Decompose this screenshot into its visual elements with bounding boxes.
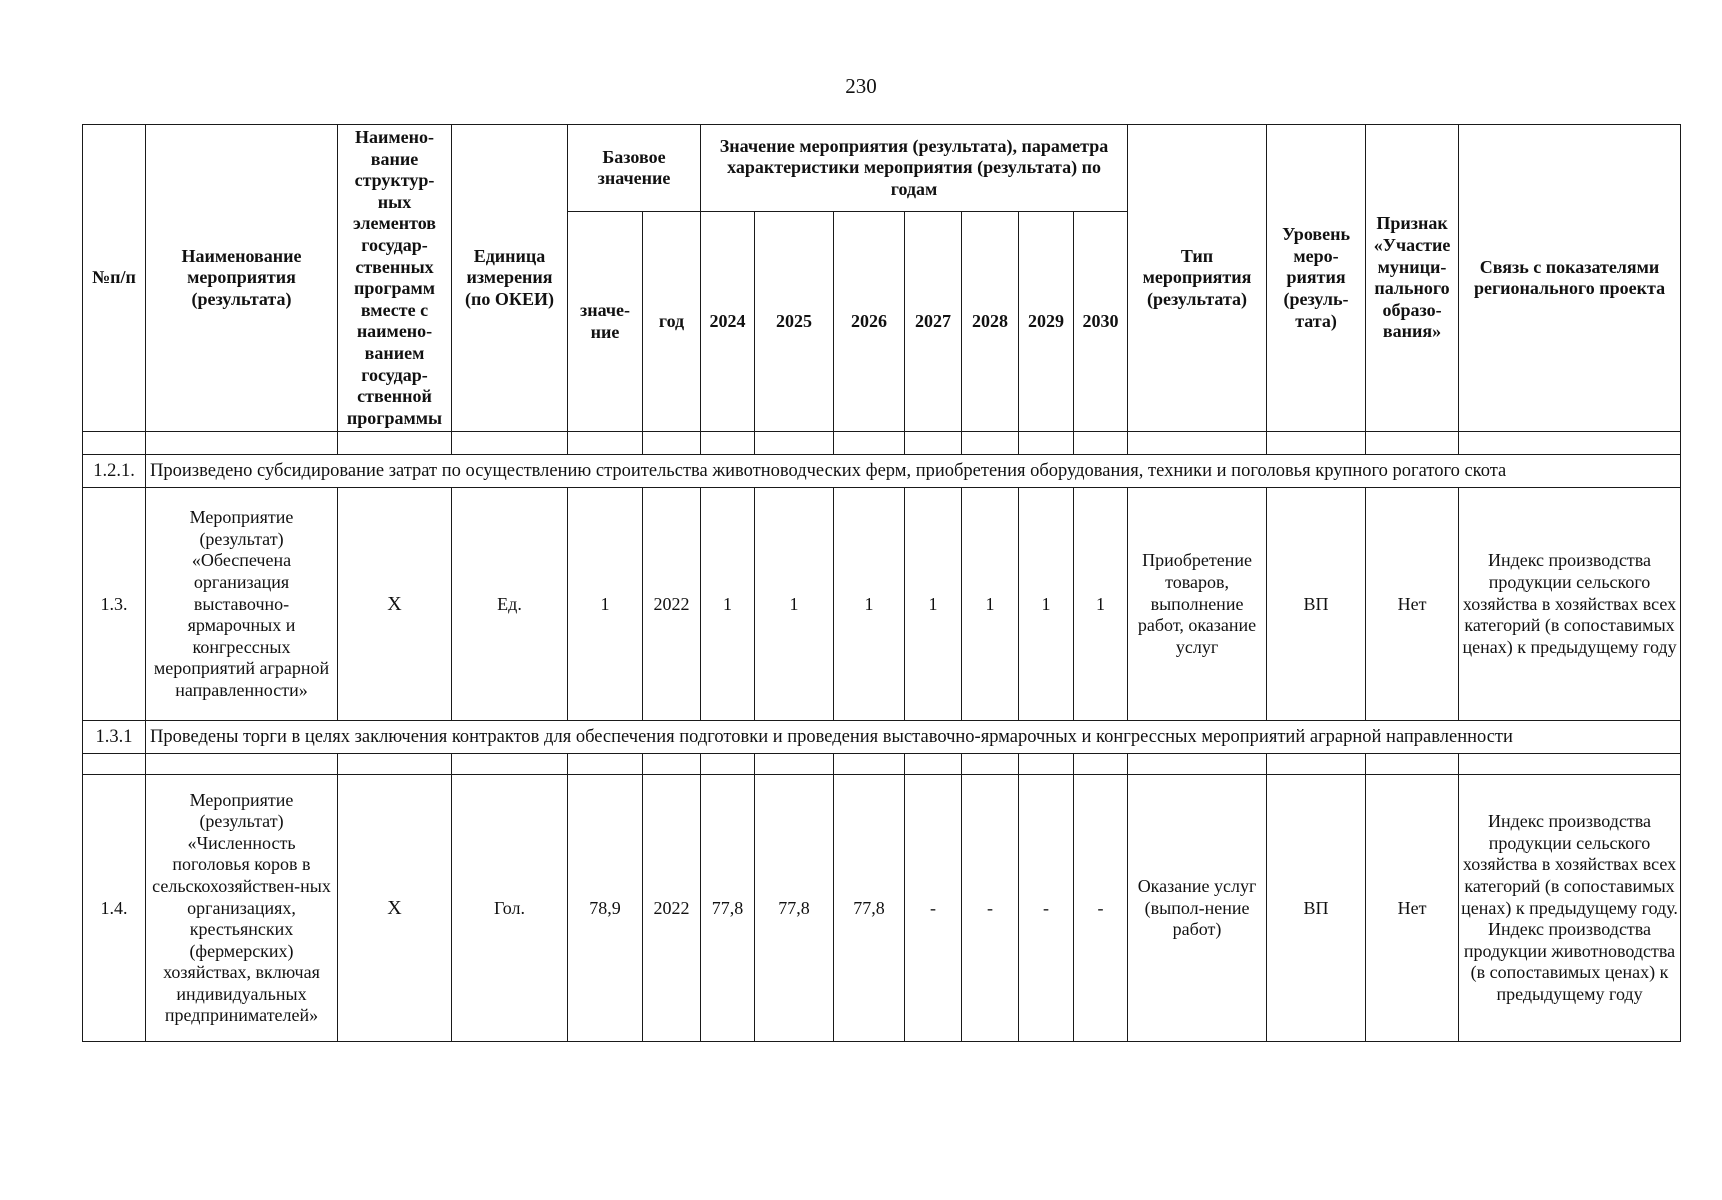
- level-cell: ВП: [1267, 488, 1366, 721]
- header-municipal: Признак «Участие муници-пального образо-вания»: [1366, 125, 1459, 432]
- value-2025: 77,8: [755, 775, 834, 1042]
- value-2028: -: [962, 775, 1019, 1042]
- value-2025: 1: [755, 488, 834, 721]
- structural-mark: X: [338, 775, 452, 1042]
- header-type: Тип мероприятия (результата): [1128, 125, 1267, 432]
- type-cell: Приобретение товаров, выполнение работ, оказание услуг: [1128, 488, 1267, 721]
- header-year-2030: 2030: [1074, 212, 1128, 432]
- header-year-2025: 2025: [755, 212, 834, 432]
- type-cell: Оказание услуг (выпол-нение работ): [1128, 775, 1267, 1042]
- header-level: Уровень меро-риятия (резуль-тата): [1267, 125, 1366, 432]
- base-value-cell: 78,9: [568, 775, 643, 1042]
- municipal-cell: Нет: [1366, 488, 1459, 721]
- header-year-2026: 2026: [834, 212, 905, 432]
- table-header: [83, 125, 1681, 432]
- header-years-group: Значение мероприятия (результата), параметра характеристики мероприятия (результата) по годам: [701, 125, 1128, 212]
- structural-mark: X: [338, 488, 452, 721]
- table-row-1-4: [83, 775, 1681, 1042]
- base-year-cell: 2022: [643, 488, 701, 721]
- link-cell: Индекс производства продукции сельского хозяйства в хозяйствах всех категорий (в сопоставимых ценах) к предыдущему году: [1459, 488, 1681, 721]
- row-number: 1.4.: [83, 775, 146, 1042]
- empty-row: [83, 432, 1681, 455]
- header-unit: Единица измерения (по ОКЕИ): [452, 125, 568, 432]
- municipal-cell: Нет: [1366, 775, 1459, 1042]
- header-year-2024: 2024: [701, 212, 755, 432]
- value-2030: 1: [1074, 488, 1128, 721]
- header-link: Связь с показателями регионального проекта: [1459, 125, 1681, 432]
- value-2030: -: [1074, 775, 1128, 1042]
- unit-cell: Гол.: [452, 775, 568, 1042]
- value-2026: 77,8: [834, 775, 905, 1042]
- value-2029: 1: [1019, 488, 1074, 721]
- row-number: 1.3.1: [83, 721, 146, 754]
- table-body: [83, 432, 1681, 1042]
- value-2024: 1: [701, 488, 755, 721]
- section-text: Проведены торги в целях заключения контрактов для обеспечения подготовки и проведения выставочно-ярмарочных и конгрессных мероприятий аграрной направленности: [146, 721, 1681, 754]
- value-2028: 1: [962, 488, 1019, 721]
- value-2027: -: [905, 775, 962, 1042]
- header-base-value: значе-ние: [568, 212, 643, 432]
- value-2024: 77,8: [701, 775, 755, 1042]
- link-cell: Индекс производства продукции сельского хозяйства в хозяйствах всех категорий (в сопоставимых ценах) к предыдущему году. Индекс производства продукции животноводства (в сопоставимых ценах) к предыдущему году: [1459, 775, 1681, 1042]
- section-text: Произведено субсидирование затрат по осуществлению строительства животноводческих ферм, приобретения оборудования, техники и поголовья крупного рогатого скота: [146, 455, 1681, 488]
- base-value-cell: 1: [568, 488, 643, 721]
- header-structural: Наимено-вание структур-ных элементов государ-ственных программ вместе с наимено-ванием государ-ственной программы: [338, 125, 452, 432]
- table-row-1-3: [83, 488, 1681, 721]
- header-year-2029: 2029: [1019, 212, 1074, 432]
- section-row-1-3-1: [83, 721, 1681, 754]
- header-base-year: год: [643, 212, 701, 432]
- level-cell: ВП: [1267, 775, 1366, 1042]
- row-number: 1.3.: [83, 488, 146, 721]
- measure-name: Мероприятие (результат) «Численность поголовья коров в сельскохозяйствен-ных организациях, крестьянских (фермерских) хозяйствах, включая индивидуальных предпринимателей»: [146, 775, 338, 1042]
- empty-row: [83, 754, 1681, 775]
- value-2027: 1: [905, 488, 962, 721]
- unit-cell: Ед.: [452, 488, 568, 721]
- measures-table: [82, 124, 1681, 1042]
- header-base-group: Базовое значение: [568, 125, 701, 212]
- header-name: Наименование мероприятия (результата): [146, 125, 338, 432]
- value-2026: 1: [834, 488, 905, 721]
- header-year-2028: 2028: [962, 212, 1019, 432]
- page-number: 230: [845, 74, 877, 98]
- header-num: №п/п: [83, 125, 146, 432]
- header-year-2027: 2027: [905, 212, 962, 432]
- measure-name: Мероприятие (результат) «Обеспечена организация выставочно-ярмарочных и конгрессных мероприятий аграрной направленности»: [146, 488, 338, 721]
- base-year-cell: 2022: [643, 775, 701, 1042]
- section-row-1-2-1: [83, 455, 1681, 488]
- value-2029: -: [1019, 775, 1074, 1042]
- row-number: 1.2.1.: [83, 455, 146, 488]
